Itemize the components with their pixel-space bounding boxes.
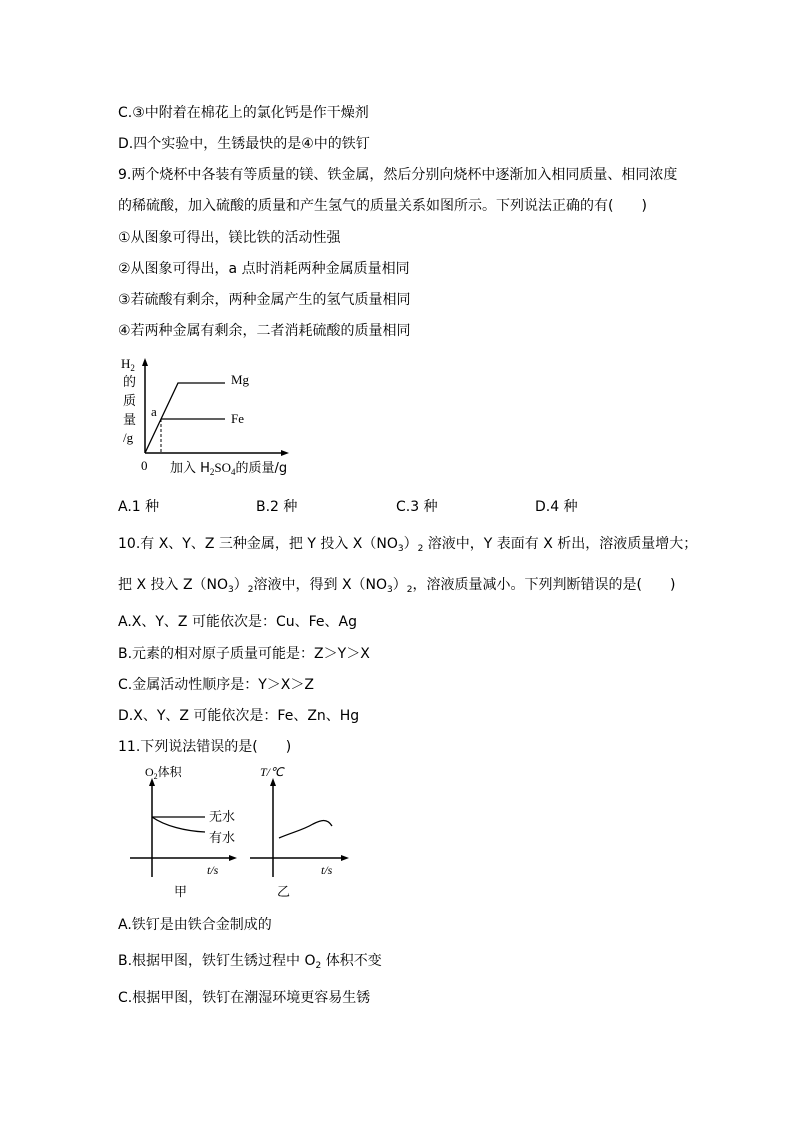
q9-point-a-label: a: [151, 404, 157, 419]
q9-option-b: B.2 种: [256, 499, 298, 515]
q11-option-c: C.根据甲图，铁钉在潮湿环境更容易生锈: [118, 990, 371, 1006]
q9-stem-line2: 的稀硫酸，加入硫酸的质量和产生氢气的质量关系如图所示。下列说法正确的有( ): [118, 198, 647, 214]
q11-option-b: B.根据甲图，铁钉生锈过程中 $O_2$ 体积不变: [118, 953, 382, 971]
q11-option-a: A.铁钉是由铁合金制成的: [118, 917, 272, 933]
q9-statement-2: ②从图象可得出，a 点时消耗两种金属质量相同: [118, 261, 410, 277]
q9-y-label-unit: /g: [123, 430, 134, 445]
q9-origin-label: 0: [141, 458, 148, 473]
q10-option-b: B.元素的相对原子质量可能是：Z＞Y＞X: [118, 646, 370, 662]
q11-stem: 11.下列说法错误的是( ): [118, 739, 292, 755]
q9-mg-line: [145, 383, 225, 453]
q11-label-with-water: 有水: [209, 831, 236, 846]
q11-graph-jia: [125, 762, 245, 902]
q9-stem-line1: 9.两个烧杯中各装有等质量的镁、铁金属，然后分别向烧杯中逐渐加入相同质量、相同浓度: [118, 167, 678, 183]
q11-jia-x-label: t/s: [207, 863, 219, 877]
q11-yi-caption: 乙: [277, 885, 291, 900]
q8-option-c: C.③中附着在棉花上的氯化钙是作干燥剂: [118, 105, 369, 121]
q10-option-a: A.X、Y、Z 可能依次是：Cu、Fe、Ag: [118, 614, 357, 630]
q11-temperature-curve: [279, 821, 332, 839]
q9-statement-3: ③若硫酸有剩余，两种金属产生的氢气质量相同: [118, 292, 411, 308]
q11-yi-x-label: t/s: [321, 863, 333, 877]
q9-statement-4: ④若两种金属有剩余，二者消耗硫酸的质量相同: [118, 323, 411, 339]
q9-y-label-zhi: 质: [123, 394, 137, 409]
q10-option-d: D.X、Y、Z 可能依次是：Fe、Zn、Hg: [118, 708, 360, 724]
q10-option-c: C.金属活动性顺序是：Y＞X＞Z: [118, 677, 314, 693]
q9-hydrogen-graph: [115, 350, 315, 480]
q9-option-c: C.3 种: [396, 499, 438, 515]
q9-x-axis-label: 加入 $H_2SO_4$的质量/g: [170, 460, 288, 477]
q11-yi-y-label: T/℃: [260, 765, 284, 779]
q11-jia-caption: 甲: [174, 885, 188, 900]
q11-graph-yi: [245, 762, 355, 902]
q9-option-d: D.4 种: [535, 499, 578, 515]
q11-label-no-water: 无水: [209, 810, 236, 825]
q10-stem-line2: 把 X 投入 $Z(NO_3)_2$溶液中，得到 $X(NO_3)_2$，溶液质量减小。下列判断错误的是( ): [118, 577, 676, 595]
q11-jia-y-label: $O_2$体积: [145, 765, 182, 781]
q9-mg-label: Mg: [231, 372, 250, 387]
q9-option-a: A.1 种: [118, 499, 160, 515]
q9-y-label-de: 的: [123, 375, 137, 390]
q10-stem-line1: 10.有 X、Y、Z 三种金属，把 Y 投入 $X(NO_3)_2$ 溶液中，Y 表面有 X 析出，溶液质量增大；: [118, 536, 698, 554]
q9-y-label-h: $H_2$: [121, 356, 135, 373]
q9-fe-label: Fe: [231, 411, 244, 426]
q9-statement-1: ①从图象可得出，镁比铁的活动性强: [118, 230, 341, 246]
q11-curve-with-water: [152, 817, 205, 832]
q8-option-d: D.四个实验中，生锈最快的是④中的铁钉: [118, 136, 370, 152]
q9-y-label-liang: 量: [123, 413, 137, 428]
